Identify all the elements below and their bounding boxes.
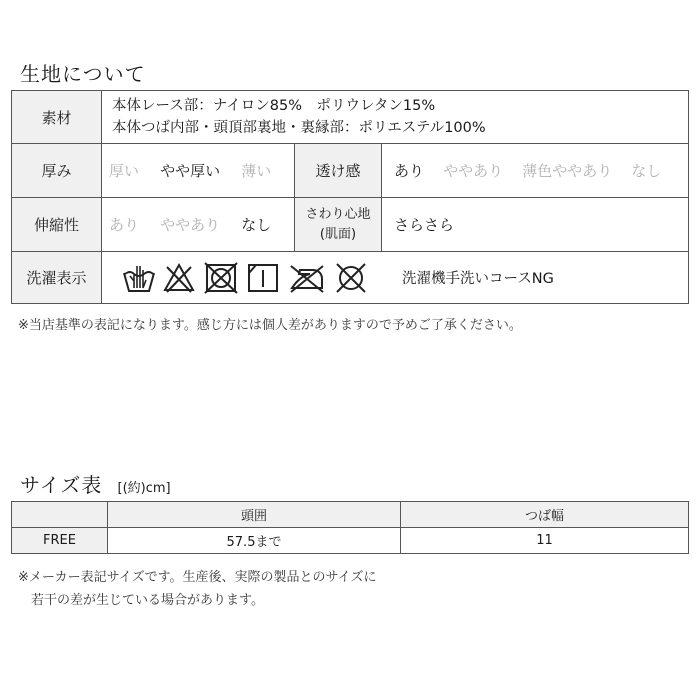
no-bleach-icon <box>162 261 196 295</box>
size-header-brim: つば幅 <box>401 502 689 528</box>
fabric-title: 生地について <box>20 62 146 86</box>
care-symbols <box>102 252 689 304</box>
size-title-row <box>20 469 171 498</box>
thickness-label: 厚み <box>12 144 102 198</box>
texture-label <box>295 198 382 252</box>
stretch-label: 伸縮性 <box>12 198 102 252</box>
stretch-option-yes: あり <box>109 216 140 234</box>
care-label: 洗濯表示 <box>12 252 102 304</box>
transparency-option-yes: あり <box>394 162 425 180</box>
transparency-label: 透け感 <box>295 144 382 198</box>
transparency-options <box>382 144 689 198</box>
transparency-option-none: なし <box>631 162 662 180</box>
stretch-option-slight: ややあり <box>160 216 221 234</box>
hand-wash-icon <box>122 261 156 295</box>
size-header-blank <box>12 502 108 528</box>
size-table <box>11 501 689 554</box>
size-footnote <box>18 566 377 612</box>
material-value <box>102 91 689 144</box>
material-label: 素材 <box>12 91 102 144</box>
thickness-options <box>102 144 295 198</box>
size-cell-head: 57.5まで <box>108 528 401 554</box>
thickness-option-thin: 薄い <box>241 162 272 180</box>
no-iron-icon <box>288 261 326 295</box>
no-dry-clean-icon <box>334 261 368 295</box>
size-unit: [(約)cm] <box>117 481 171 496</box>
texture-label-line-2: (肌面) <box>319 226 357 242</box>
material-line-2: 本体つば内部・頭頂部裏地・裏縁部：ポリエステル100% <box>112 120 486 136</box>
thickness-option-thick: 厚い <box>109 162 140 180</box>
size-footnote-line-2: 若干の差が生じている場合があります。 <box>18 593 264 608</box>
texture-value: さらさら <box>382 198 689 252</box>
size-header-head: 頭囲 <box>108 502 401 528</box>
stretch-option-none: なし <box>241 216 272 234</box>
thickness-option-slightly-thick: やや厚い <box>160 162 221 180</box>
no-tumble-dry-icon <box>204 261 238 295</box>
stretch-options <box>102 198 295 252</box>
fabric-table <box>11 90 689 304</box>
size-title: サイズ表 <box>20 473 103 497</box>
texture-label-line-1: さわり心地 <box>305 206 371 222</box>
size-cell-brim: 11 <box>401 528 689 554</box>
table-row <box>12 528 689 554</box>
transparency-option-light-color-slight: 薄色ややあり <box>522 162 613 180</box>
size-cell-name: FREE <box>12 528 108 554</box>
transparency-option-slight: ややあり <box>443 162 504 180</box>
size-footnote-line-1: ※メーカー表記サイズです。生産後、実際の製品とのサイズに <box>18 570 377 585</box>
line-dry-icon <box>246 261 280 295</box>
fabric-footnote: ※当店基準の表記になります。感じ方には個人差がありますので予めご了承ください。 <box>18 318 522 333</box>
care-note: 洗濯機手洗いコースNG <box>402 271 554 287</box>
material-line-1: 本体レース部：ナイロン85% ポリウレタン15% <box>112 98 436 114</box>
